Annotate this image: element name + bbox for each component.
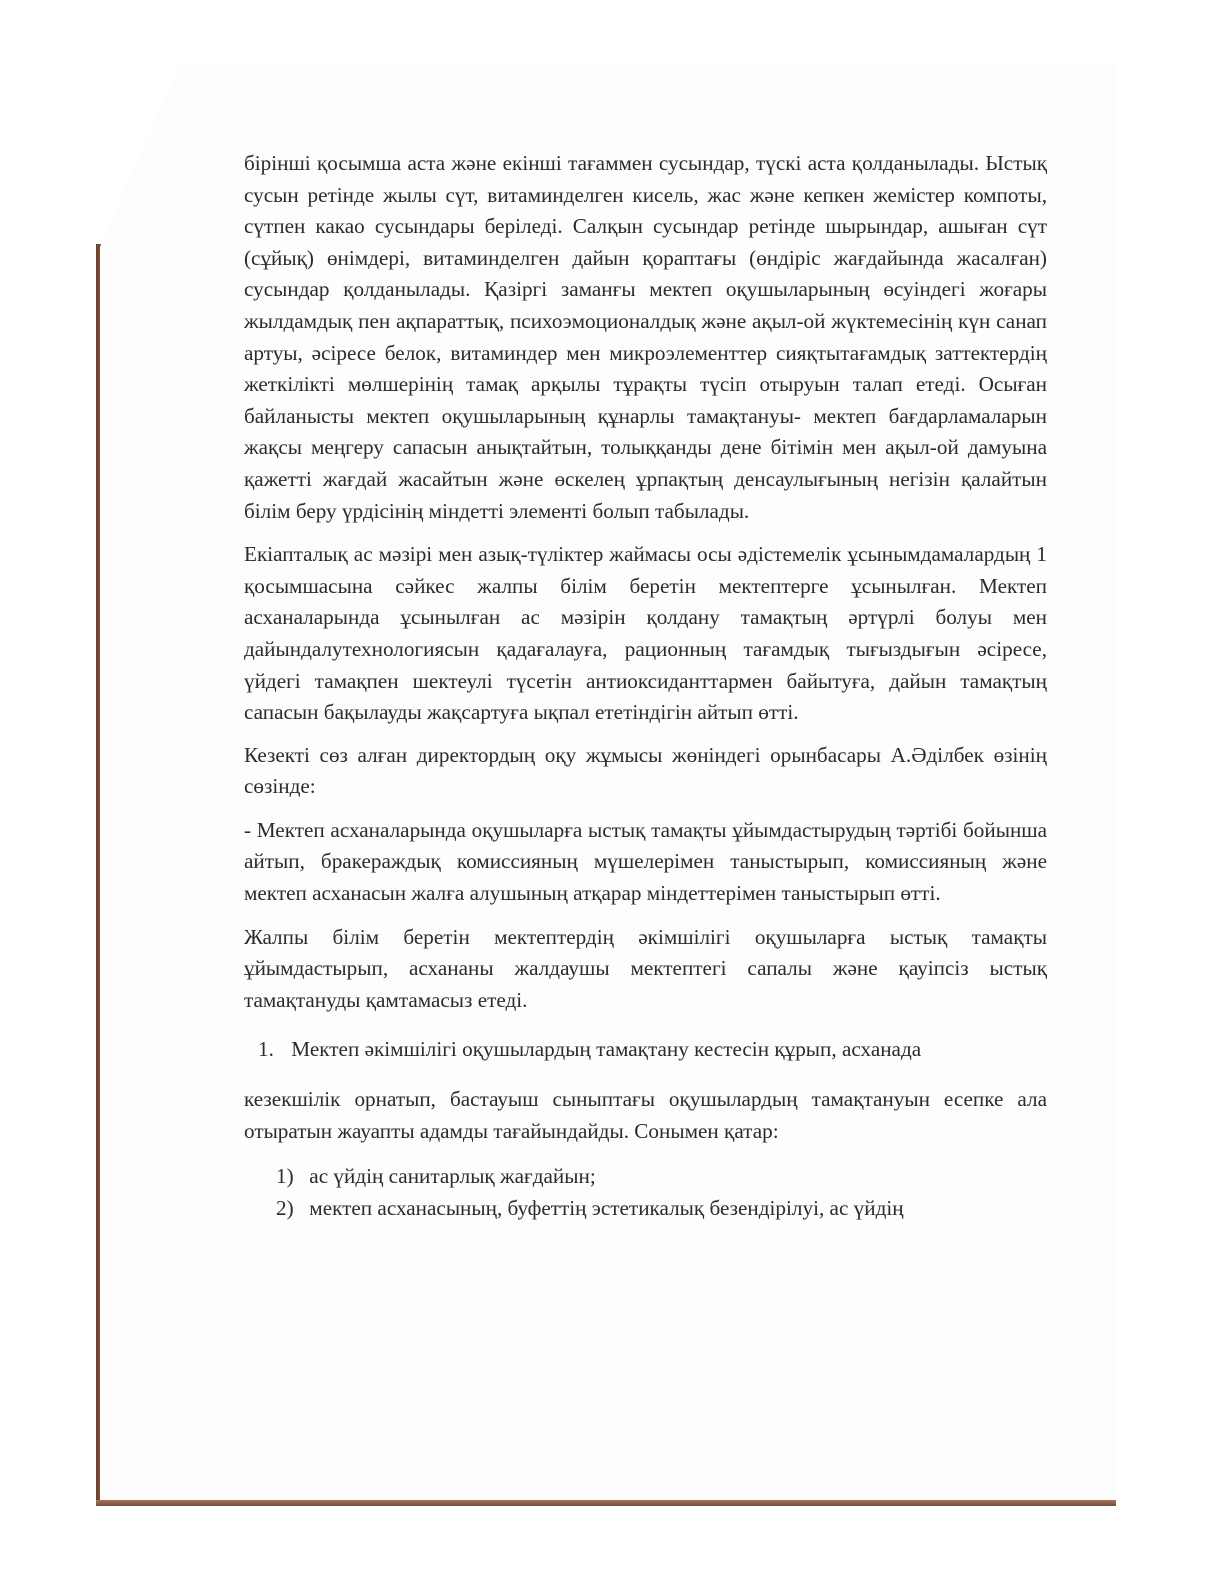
sub-item-2 [244,1193,1047,1225]
sub-item-1-number: 1) [276,1164,294,1189]
desk-edge-bottom [96,1500,1116,1506]
document-body [244,148,1047,1224]
paragraph-3: Кезекті сөз алған директордың оқу жұмысы жөніндегі орынбасары А.Әділбек өзінің сөзінде: [244,742,1047,799]
paragraph-1: бірінші қосымша аста және екінші тағаммен сусындар, түскі аста қолданылады. Ыстық сусын ретінде жылы сүт, витаминделген кисель, жас және кепкен жемістер компоты, сүтпен какао сусындары беріледі. Салқын сусындар ретінде шырындар, ашыған сүт (сұйық) өнімдері, витаминделген дайын қораптағы (өндіріс жағдайында жасалған) сусындар қолданылады. Қазіргі заманғы мектеп оқушыларының өсуіндегі жоғары жылдамдық пен ақпараттық, психоэмоционалдық және ақыл-ой жүктемесінің күн санап артуы, әсіресе белок, витаминдер мен микроэлементтер сияқтытағамдық заттектердің жеткілікті мөлшерінің тамақ арқылы тұрақты түсіп отыруын талап етеді. Осыған байланысты мектеп оқушыларының құнарлы тамақтануы- мектеп бағдарламаларын жақсы меңгеру сапасын анықтайтын, толыққанды дене бітімін мен ақыл-ой дамуына қажетті жағдай жасайтын және өскелең ұрпақтың денсаулығының негізін қалайтын білім беру үрдісінің міндетті элементі болып табылады. [244,151,1047,523]
sub-list [244,1161,1047,1224]
numbered-item-1 [244,1034,1047,1066]
paragraph-5: Жалпы білім беретін мектептердің әкімшілігі оқушыларға ыстық тамақты ұйымдастырып, асхананы жалдаушы мектептегі сапалы және қауіпсіз ыстық тамақтануды қамтамасыз етеді. [244,924,1047,1012]
sub-item-2-number: 2) [276,1195,294,1220]
sub-item-2-text: мектеп асханасының, буфеттің эстетикалық безендірілуі, ас үйдің [309,1195,904,1220]
numbered-item-1-text: Мектеп әкімшілігі оқушылардың тамақтану кестесін құрып, асханада [291,1037,922,1062]
paragraph-4: - Мектеп асханаларында оқушыларға ыстық тамақты ұйымдастырудың тәртібі бойынша айтып, бракераждық комиссияның мүшелерімен таныстырып, комиссияның және мектеп асханасын жалға алушының атқарар міндеттерімен таныстырып өтті. [244,817,1047,906]
sub-item-1-text: ас үйдің санитарлық жағдайын; [309,1164,596,1189]
paragraph-2: Екіапталық ас мәзірі мен азық-түліктер жаймасы осы әдістемелік ұсынымдамалардың 1 қосымшасына сәйкес жалпы білім беретін мектептерге ұсынылған. Мектеп асханаларында ұсынылған ас мәзірін қолдану тамақтың әртүрлі болуы мен дайындалутехнологиясын қадағалауға, рационның тағамдық тығыздығын әсіресе, үйдегі тамақпен шектеулі түсетін антиоксиданттармен байытуға, дайын тамақтың сапасын бақылауды жақсартуға ықпал ететіндігін айтып өтті. [244,542,1047,725]
numbered-item-1-number: 1. [258,1037,274,1062]
paragraph-continuation: кезекшілік орнатып, бастауыш сыныптағы оқушылардың тамақтануын есепке ала отыратын жауапты адамды тағайындайды. Сонымен қатар: [244,1087,1047,1143]
sub-item-1 [244,1161,1047,1193]
